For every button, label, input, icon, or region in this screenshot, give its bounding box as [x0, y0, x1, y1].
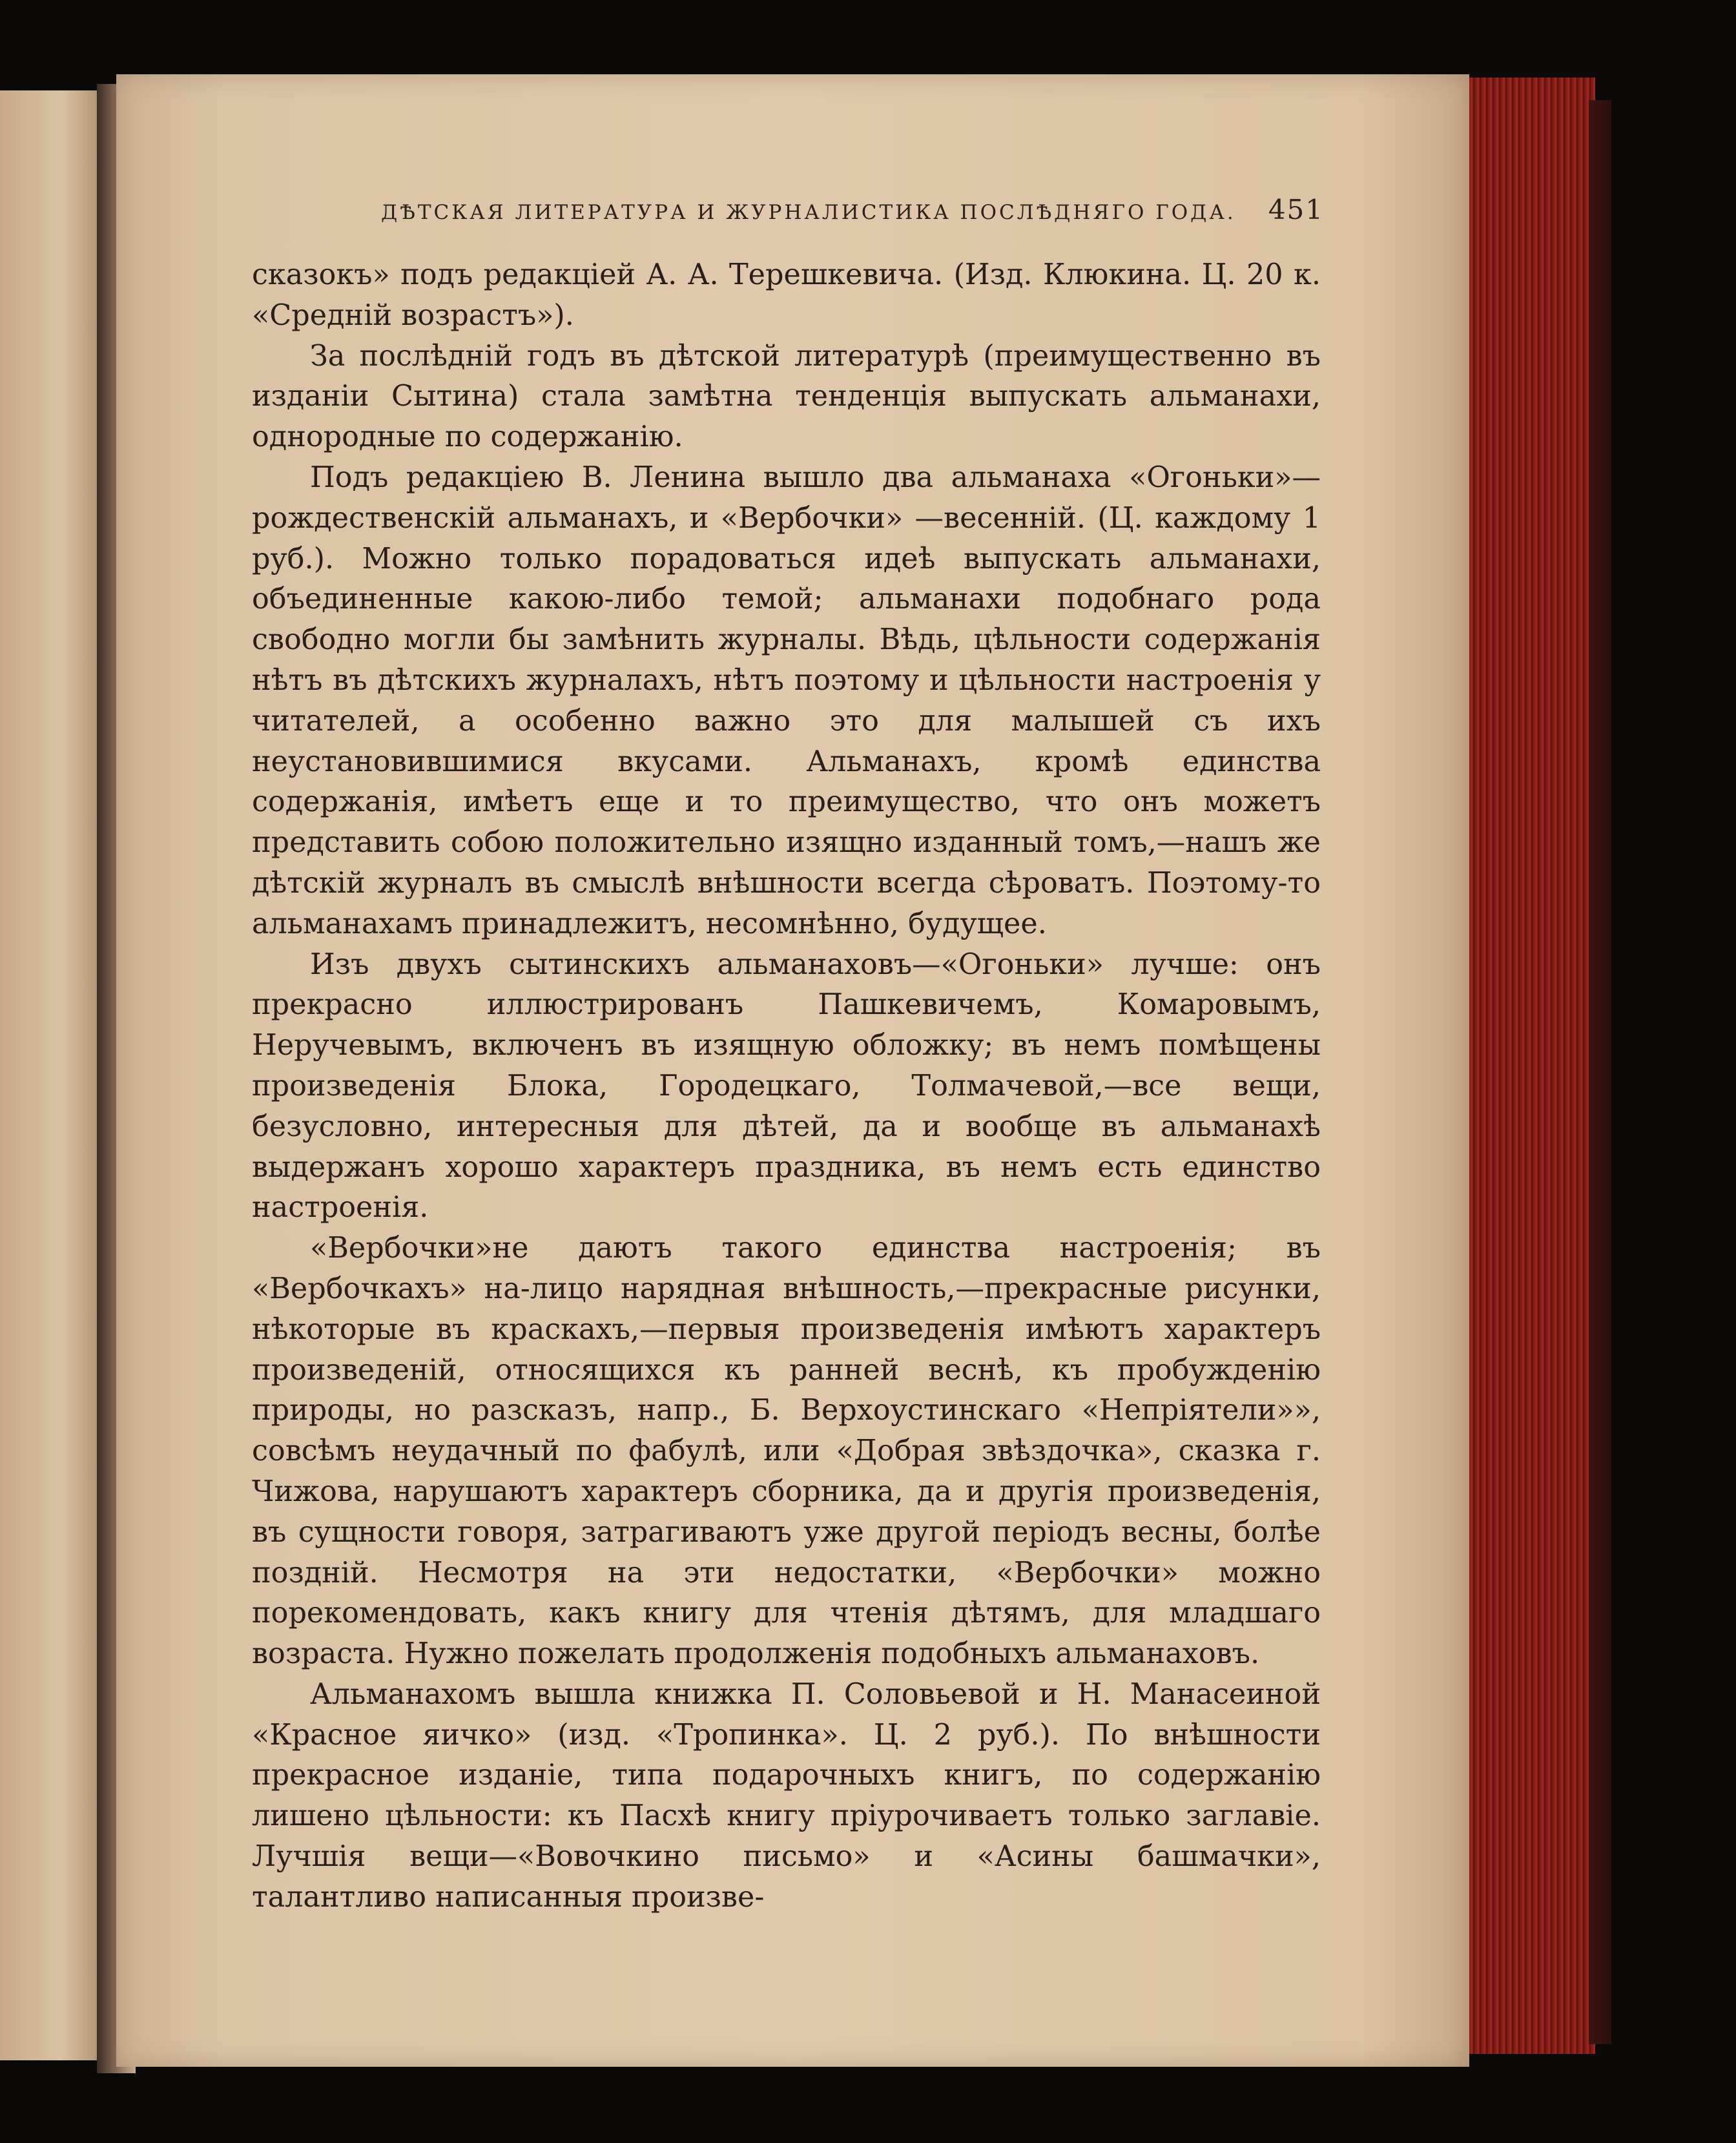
paragraph: За послѣдній годъ въ дѣтской литературѣ (преимущественно въ изданіи Сытина) стала замѣтна тенденція выпускать альманахи, однородные по содержанію.: [252, 339, 1321, 454]
page-edges: [1469, 78, 1595, 2054]
paragraph: Изъ двухъ сытинскихъ альманаховъ—«Огоньки» лучше: онъ прекрасно иллюстрированъ Пашкевичемъ, Комаровымъ, Неручевымъ, включенъ въ изящную обложку; въ немъ помѣщены произведенія Блока, Городецкаго, Толмачевой,—все вещи, безусловно, интересныя для дѣтей, да и вообще въ альманахѣ выдержанъ хорошо характеръ праздника, въ немъ есть единство настроенія.: [252, 947, 1321, 1225]
paragraph: Альманахомъ вышла книжка П. Соловьевой и Н. Манасеиной «Красное яичко» (изд. «Тропинка». Ц. 2 руб.). По внѣшности прекрасное изданіе, типа подарочныхъ книгъ, по содержанію лишено цѣльности: къ Пасхѣ книгу пріурочиваетъ только заглавіе. Лучшія вещи—«Вовочкино письмо» и «Асины башмачки», талантливо написанныя произве-: [252, 1677, 1321, 1914]
book-cover-edge: [1589, 100, 1611, 2044]
paragraph: «Вербочки»не даютъ такого единства настроенія; въ «Вербочкахъ» на-лицо нарядная внѣшность,—прекрасные рисунки, нѣкоторые въ краскахъ,—первыя произведенія имѣютъ характеръ произведеній, относящихся къ ранней веснѣ, къ пробужденію природы, но разсказъ, напр., Б. Верхоустинскаго «Непріятели»», совсѣмъ неудачный по фабулѣ, или «Добрая звѣздочка», сказка г. Чижова, нарушаютъ характеръ сборника, да и другія произведенія, въ сущности говоря, затрагиваютъ уже другой періодъ весны, болѣе поздній. Несмотря на эти недостатки, «Вербочки» можно порекомендовать, какъ книгу для чтенія дѣтямъ, для младшаго возраста. Нужно пожелать продолженія подобныхъ альмaнаховъ.: [252, 1232, 1321, 1671]
page-header: [381, 194, 1324, 225]
left-facing-page: [0, 90, 111, 2060]
body-text: [252, 255, 1321, 1918]
running-head: ДѢТСКАЯ ЛИТЕРАТУРА И ЖУРНАЛИСТИКА ПОСЛѢДНЯГО ГОДА.: [381, 201, 1236, 224]
paragraph: сказокъ» подъ редакціей А. А. Терешкевича. (Изд. Клюкина. Ц. 20 к. «Средній возрастъ»).: [252, 258, 1321, 332]
paragraph: Подъ редакціею В. Ленина вышло два альманаха «Огоньки»—рождественскій альманахъ, и «Вербочки» —весенній. (Ц. каждому 1 руб.). Можно только порадоваться идеѣ выпускать альманахи, объединенные какою-либо темой; альманахи подобнаго рода свободно могли бы замѣнить журналы. Вѣдь, цѣльности содержанія нѣтъ въ дѣтскихъ журналахъ, нѣтъ поэтому и цѣльности настроенія у читателей, а особенно важно это для малышей съ ихъ неустановившимися вкусами. Альманахъ, кромѣ единства содержанія, имѣетъ еще и то преимущество, что онъ можетъ представить собою положительно изящно изданный томъ,—нашъ же дѣтскій журналъ въ смыслѣ внѣшности всегда сѣроватъ. Поэтому-то альманахамъ принадлежитъ, несомнѣнно, будущее.: [252, 461, 1321, 940]
page-number: 451: [1268, 194, 1324, 225]
